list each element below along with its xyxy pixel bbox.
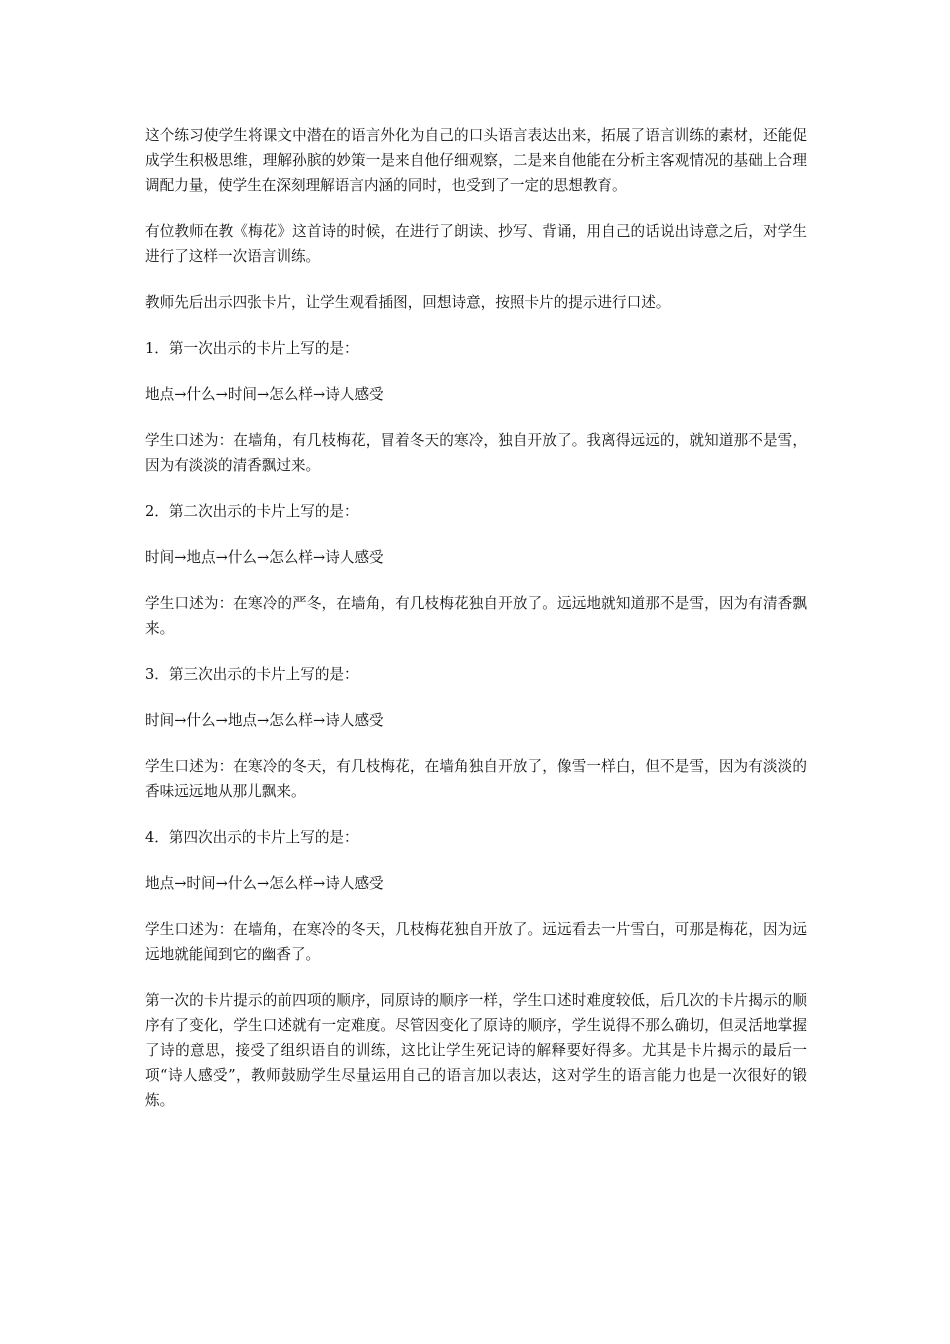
card-4-student-answer: 学生口述为：在墙角，在寒冷的冬天，几枝梅花独自开放了。远远看去一片雪白，可那是梅花，因为远远地就能闻到它的幽香了。 — [145, 921, 807, 963]
card-1-sequence: 地点→什么→时间→怎么样→诗人感受 — [145, 386, 384, 403]
paragraph-intro: 这个练习使学生将课文中潜在的语言外化为自己的口头语言表达出来，拓展了语言训练的素材，还能促成学生积极思维，理解孙膑的妙策一是来自他仔细观察，二是来自他能在分析主客观情况的基础上合理调配力量，使学生在深刻理解语言内涵的同时，也受到了一定的思想教育。 — [145, 127, 807, 194]
paragraph-teacher-example: 有位教师在教《梅花》这首诗的时候，在进行了朗读、抄写、背诵，用自己的话说出诗意之后，对学生进行了这样一次语言训练。 — [145, 223, 807, 265]
paragraph-cards-intro: 教师先后出示四张卡片，让学生观看插图，回想诗意，按照卡片的提示进行口述。 — [145, 294, 671, 311]
card-3-heading: 3．第三次出示的卡片上写的是： — [145, 666, 359, 683]
card-1-student-answer: 学生口述为：在墙角，有几枝梅花，冒着冬天的寒冷，独自开放了。我离得远远的，就知道那不是雪，因为有淡淡的清香飘过来。 — [145, 432, 807, 474]
card-4-sequence: 地点→时间→什么→怎么样→诗人感受 — [145, 875, 384, 892]
card-1-heading: 1．第一次出示的卡片上写的是： — [145, 340, 359, 357]
card-2-sequence: 时间→地点→什么→怎么样→诗人感受 — [145, 549, 384, 566]
card-4-heading: 4．第四次出示的卡片上写的是： — [145, 829, 359, 846]
card-3-sequence: 时间→什么→地点→怎么样→诗人感受 — [145, 712, 384, 729]
card-3-student-answer: 学生口述为：在寒冷的冬天，有几枝梅花，在墙角独自开放了，像雪一样白，但不是雪，因为有淡淡的香味远远地从那儿飘来。 — [145, 758, 807, 800]
document-page — [145, 123, 807, 1134]
paragraph-conclusion: 第一次的卡片提示的前四项的顺序，同原诗的顺序一样，学生口述时难度较低，后几次的卡片揭示的顺序有了变化，学生口述就有一定难度。尽管因变化了原诗的顺序，学生说得不那么确切，但灵活地掌握了诗的意思，接受了组织语自的训练，这比让学生死记诗的解释要好得多。尤其是卡片揭示的最后一项“诗人感受”，教师鼓励学生尽量运用自己的语言加以表达，这对学生的语言能力也是一次很好的锻炼。 — [145, 992, 807, 1109]
card-2-heading: 2．第二次出示的卡片上写的是： — [145, 503, 359, 520]
card-2-student-answer: 学生口述为：在寒冷的严冬，在墙角，有几枝梅花独自开放了。远远地就知道那不是雪，因为有清香飘来。 — [145, 595, 807, 637]
